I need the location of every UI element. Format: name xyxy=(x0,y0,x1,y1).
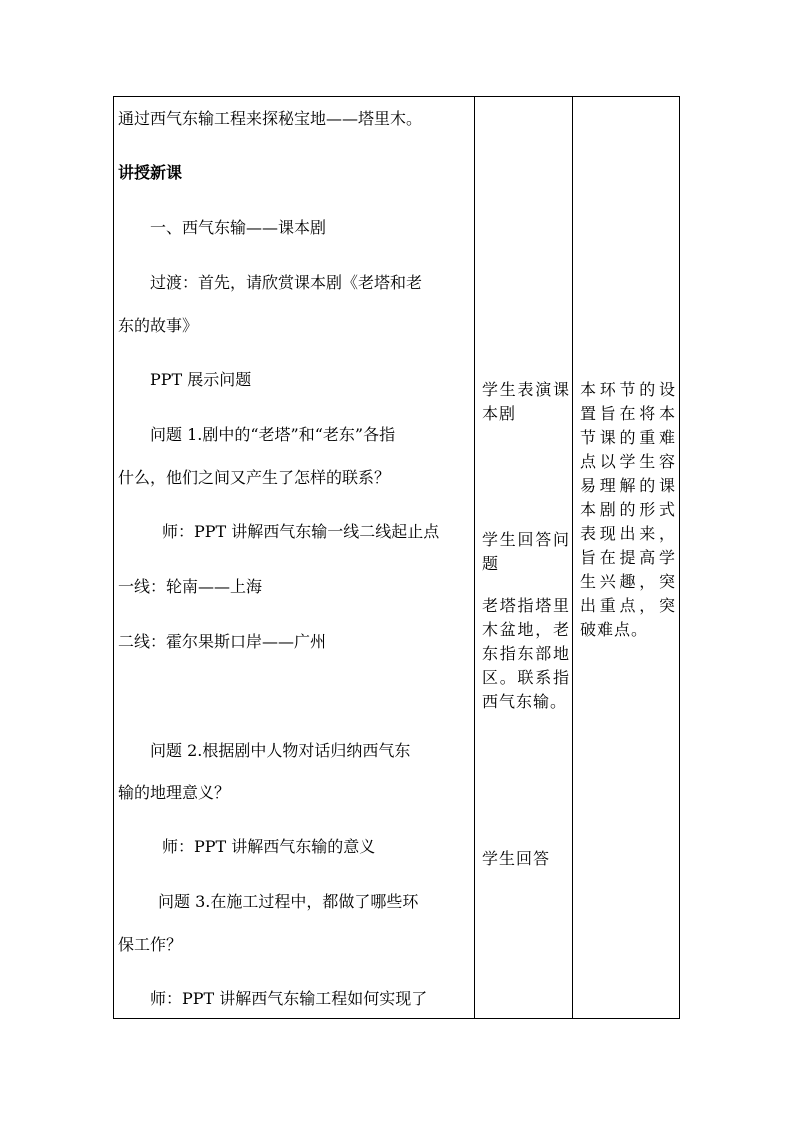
lesson-line: 问题 3.在施工过程中，都做了哪些环 xyxy=(158,892,419,911)
student-activity-column xyxy=(482,97,570,1018)
lesson-line: 过渡：首先，请欣赏课本剧《老塔和老 xyxy=(150,273,423,292)
lesson-line: 师：PPT 讲解西气东输一线二线起止点 xyxy=(162,522,440,541)
lesson-line: 二线：霍尔果斯口岸——广州 xyxy=(118,632,327,651)
section-heading: 讲授新课 xyxy=(118,163,183,182)
lesson-line: 东的故事》 xyxy=(118,316,199,335)
lesson-line: 一、西气东输——课本剧 xyxy=(150,218,327,237)
lesson-line: 师：PPT 讲解西气东输的意义 xyxy=(162,837,376,856)
lesson-line: 输的地理意义？ xyxy=(118,783,231,802)
design-intent-column xyxy=(580,97,676,1018)
lesson-line: 通过西气东输工程来探秘宝地——塔里木。 xyxy=(118,109,423,128)
lesson-plan-table xyxy=(113,96,680,1019)
column-divider-1 xyxy=(474,97,475,1018)
lesson-line: 师：PPT 讲解西气东输工程如何实现了 xyxy=(150,989,428,1008)
lesson-line: 问题 1.剧中的“老塔”和“老东”各指 xyxy=(150,425,396,444)
student-activity-text: 老塔指塔里木盆地，老东指东部地区。联系指西气东输。 xyxy=(482,596,570,711)
lesson-line: 保工作？ xyxy=(118,935,183,954)
column-divider-2 xyxy=(572,97,573,1018)
student-activity-text: 学生表演课本剧 xyxy=(482,380,570,423)
student-activity-text: 学生回答 xyxy=(482,849,551,868)
lesson-line: 问题 2.根据剧中人物对话归纳西气东 xyxy=(150,741,411,760)
lesson-line: 一线：轮南——上海 xyxy=(118,577,263,596)
lesson-line: PPT 展示问题 xyxy=(150,370,252,389)
student-activity-text: 学生回答问题 xyxy=(482,530,570,573)
lesson-line: 什么，他们之间又产生了怎样的联系？ xyxy=(118,468,391,487)
design-intent-text: 本环节的设置旨在将本节课的重难点以学生容易理解的课本剧的形式表现出来，旨在提高学生兴趣，突出重点，突破难点。 xyxy=(580,380,676,639)
